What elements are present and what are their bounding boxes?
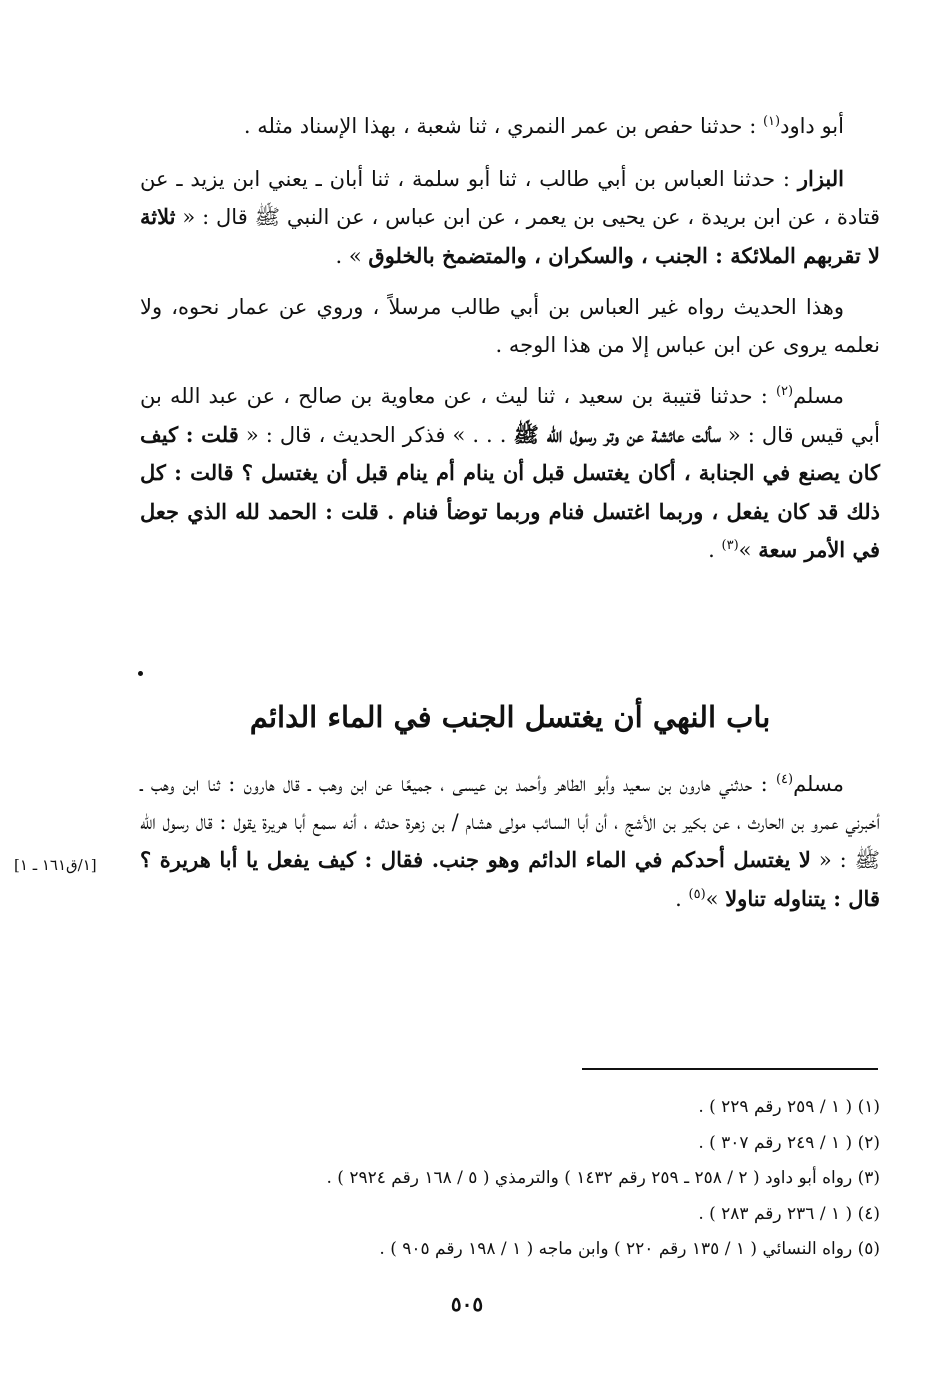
footnote-ref: (٤) [775, 772, 794, 787]
footnote-ref: (٥) [688, 886, 706, 902]
footnote: (٢) ( ١ / ٢٤٩ رقم ٣٠٧ ) . [698, 1132, 880, 1153]
bold-text: سألت عائشة عن وتر رسول الله ﷺ [513, 421, 721, 447]
text-run: » [738, 538, 759, 562]
paragraph [140, 289, 880, 364]
text-run: : حدثني هارون بن سعيد وأبو الطاهر وأحمد بن عيسى ، جميعًا عن ابن وهب ـ قال هارون : ثنا ابن وهب ـ أخبرني عمرو بن الحارث ، عن بكير بن الأشج ، أن أبا السائب مولى هشام / بن زهرة حدثه ، أنه سمع أبا هريرة يقول : قال رسول الله ﷺ : « [140, 772, 880, 872]
main-text-lower [140, 766, 880, 932]
text-run: . . . » فذكر الحديث ، قال : « [238, 422, 514, 447]
text-run: وهذا الحديث رواه غير العباس بن أبي طالب مرسلاً ، وروي عن عمار نحوه، ولا نعلمه يروى عن ابن عباس إلا من هذا الوجه . [140, 295, 880, 357]
footnote-ref: (١) [762, 114, 781, 129]
footnote: (٣) رواه أبو داود ( ٢ / ٢٥٨ ـ ٢٥٩ رقم ١٤٣٢ ) والترمذي ( ٥ / ١٦٨ رقم ٢٩٢٤ ) . [326, 1168, 880, 1188]
footnotes [140, 1090, 880, 1268]
text-run: . [708, 538, 722, 562]
main-text-upper [140, 108, 880, 584]
paragraph [140, 378, 880, 570]
footnote-ref: (٣) [721, 538, 739, 553]
text-run: مسلم [793, 384, 844, 408]
bold-text: البزار [797, 165, 844, 191]
paragraph [140, 160, 880, 276]
footnote: (١) ( ١ / ٢٥٩ رقم ٢٢٩ ) . [698, 1097, 880, 1117]
text-run: أبو داود [780, 114, 844, 138]
text-run: : حدثنا العباس بن أبي طالب ، ثنا أبو سلمة ، ثنا أبان ـ يعني ابن يزيد ـ عن قتادة ، عن ابن بريدة ، عن يحيى بن يعمر ، عن ابن عباس ، عن النبي ﷺ قال : « [140, 166, 880, 229]
text-run: » . [335, 243, 369, 268]
manuscript-folio-note: [١/ق١٦١ ـ ١] [14, 856, 97, 874]
footnote-ref: (٢) [775, 384, 794, 399]
bold-text: قلت : كيف كان يصنع في الجنابة ، أكان يغتسل قبل أن ينام أم ينام قبل أن يغتسل ؟ قالت : كل ذلك قد كان يفعل ، وربما اغتسل فنام وربما توضأ فنام . قلت : الحمد لله الذي جعل في الأمر سعة [140, 421, 880, 562]
footnote: (٤) ( ١ / ٢٣٦ رقم ٢٨٣ ) . [698, 1203, 880, 1224]
chapter-heading: باب النهي أن يغتسل الجنب في الماء الدائم [249, 700, 771, 734]
bold-text: لا يغتسل أحدكم في الماء الدائم وهو جنب. فقال : كيف يفعل يا أبا هريرة ؟ قال : يتناوله تناولا [140, 847, 880, 911]
footnote-separator [582, 1068, 878, 1070]
page-number: ٥٠٥ [450, 1292, 484, 1316]
paragraph [140, 766, 880, 918]
ink-dot [138, 671, 143, 676]
text-run: . [675, 886, 689, 911]
text-run: : حدثنا قتيبة بن سعيد ، ثنا ليث ، عن معاوية بن صالح ، عن عبد الله بن أبي قيس قال : « [140, 384, 881, 447]
paragraph [140, 108, 880, 146]
text-run: مسلم [793, 772, 844, 796]
text-run: » [705, 886, 726, 911]
bold-text: ثلاثة لا تقربهم الملائكة : الجنب ، والسكران ، والمتضمخ بالخلوق [140, 204, 880, 268]
footnote: (٥) رواه النسائي ( ١ / ١٣٥ رقم ٢٢٠ ) وابن ماجه ( ١ / ١٩٨ رقم ٩٠٥ ) . [379, 1239, 880, 1259]
text-run: : حدثنا حفص بن عمر النمري ، ثنا شعبة ، بهذا الإسناد مثله . [243, 114, 763, 138]
